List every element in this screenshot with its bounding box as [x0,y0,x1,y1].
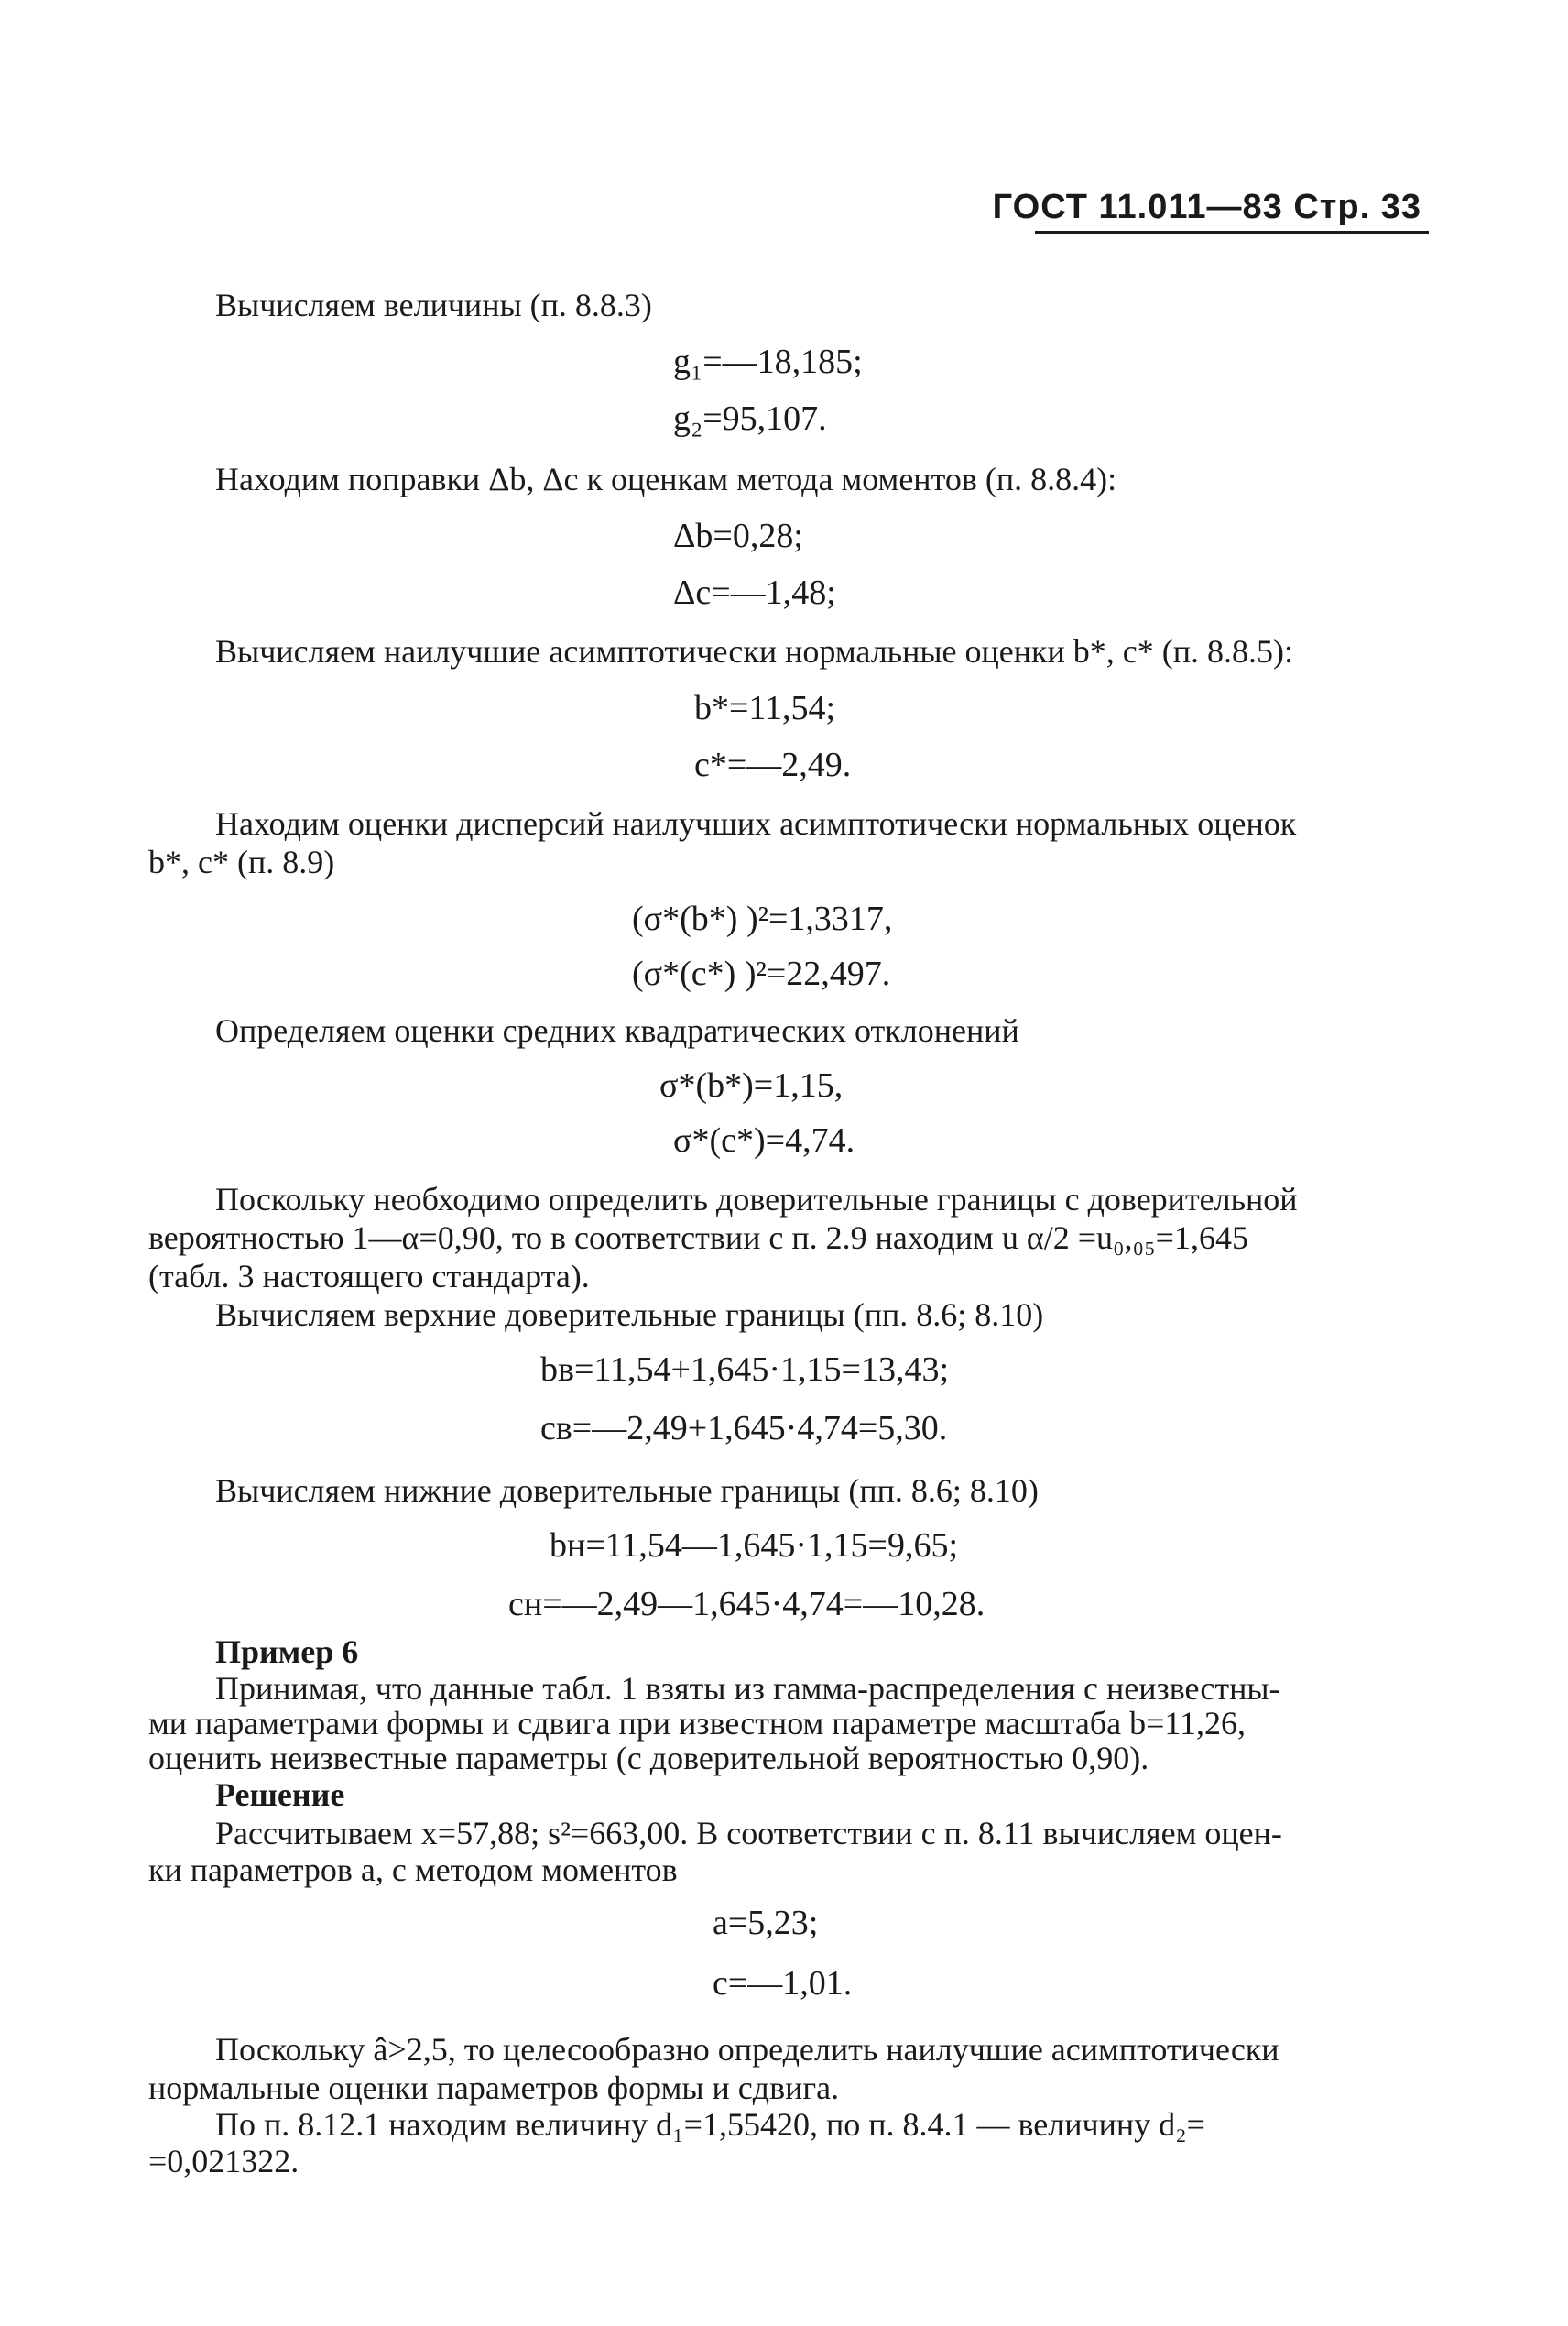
formula: σ*(c*)=4,74. [673,1121,855,1160]
page-header: ГОСТ 11.011—83 Стр. 33 [992,188,1421,226]
text-line: Вычисляем наилучшие асимптотически нормальные оценки b*, c* (п. 8.8.5): [215,633,1293,670]
text-line: Находим оценки дисперсий наилучших асимптотически нормальных оценок [215,805,1297,842]
text-line: Принимая, что данные табл. 1 взяты из гамма-распределения с неизвестны- [215,1670,1280,1707]
text-line: ми параметрами формы и сдвига при известном параметре масштаба b=11,26, [148,1705,1247,1742]
text-line: Находим поправки Δb, Δc к оценкам метода моментов (п. 8.8.4): [215,461,1117,497]
text-line: вероятностью 1—α=0,90, то в соответствии с п. 2.9 находим u α/2 =u₀,₀₅=1,645 [148,1219,1248,1256]
text-line: Поскольку â>2,5, то целесообразно определить наилучшие асимптотически [215,2031,1279,2068]
formula: c=—1,01. [713,1964,853,2003]
text-line: (табл. 3 настоящего стандарта). [148,1258,590,1294]
section-heading: Пример 6 [215,1633,359,1670]
text-line: Вычисляем нижние доверительные границы (пп. 8.6; 8.10) [215,1472,1039,1509]
formula: (σ*(c*) )²=22,497. [632,955,891,993]
header-rule [1035,231,1429,234]
text-line: Вычисляем величины (п. 8.8.3) [215,287,652,323]
formula: a=5,23; [713,1904,819,1942]
formula: Δc=—1,48; [673,573,836,612]
formula: c*=—2,49. [694,746,852,784]
text-line: Вычисляем верхние доверительные границы (пп. 8.6; 8.10) [215,1296,1044,1333]
formula: (σ*(b*) )²=1,3317, [632,900,893,938]
formula: g₁=—18,185; [673,343,863,381]
text-line: Рассчитываем x=57,88; s²=663,00. В соответствии с п. 8.11 вычисляем оцен- [215,1815,1282,1851]
formula: bв=11,54+1,645·1,15=13,43; [540,1350,950,1389]
formula: cв=—2,49+1,645·4,74=5,30. [540,1409,948,1447]
formula: bн=11,54—1,645·1,15=9,65; [550,1526,958,1565]
section-heading: Решение [215,1776,345,1813]
text-line: b*, c* (п. 8.9) [148,844,335,880]
formula: b*=11,54; [694,689,836,727]
text-line: оценить неизвестные параметры (с доверительной вероятностью 0,90). [148,1740,1149,1776]
text-line: нормальные оценки параметров формы и сдвига. [148,2069,840,2106]
formula: σ*(b*)=1,15, [659,1066,844,1105]
formula: cн=—2,49—1,645·4,74=—10,28. [508,1585,985,1623]
text-line: Поскольку необходимо определить доверительные границы с доверительной [215,1181,1298,1218]
text-line: ки параметров a, c методом моментов [148,1851,678,1888]
text-line: Определяем оценки средних квадратических отклонений [215,1012,1019,1049]
text-line: По п. 8.12.1 находим величину d₁=1,55420, по п. 8.4.1 — величину d₂= [215,2106,1205,2143]
formula: Δb=0,28; [673,517,803,555]
formula: g₂=95,107. [673,399,827,438]
text-line: =0,021322. [148,2143,299,2179]
